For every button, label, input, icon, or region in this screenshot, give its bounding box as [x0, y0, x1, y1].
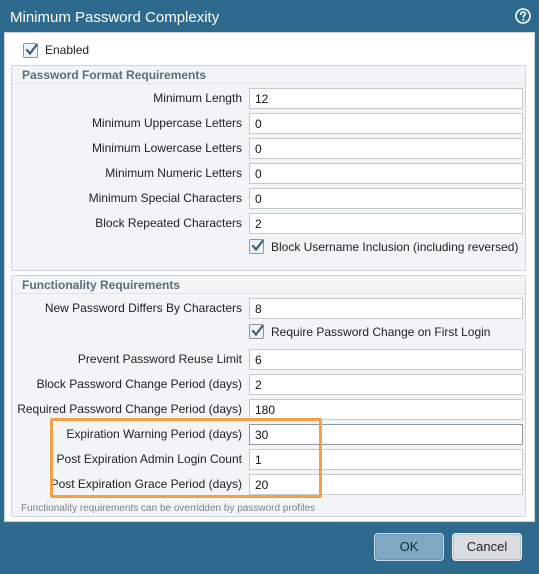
password-format-group — [11, 65, 526, 271]
post-exp-grace-label: Post Expiration Grace Period (days) — [50, 477, 242, 491]
dialog-content — [4, 32, 535, 522]
functionality-footnote: Functionality requirements can be overridden by password profiles — [21, 503, 316, 514]
password-format-title: Password Format Requirements — [22, 68, 207, 82]
min-special-input[interactable] — [249, 188, 523, 209]
block-change-period-label: Block Password Change Period (days) — [36, 377, 242, 391]
post-exp-login-count-label: Post Expiration Admin Login Count — [56, 452, 242, 466]
dialog-titlebar — [0, 0, 539, 34]
ok-button[interactable]: OK — [374, 533, 444, 561]
reuse-limit-label: Prevent Password Reuse Limit — [77, 352, 242, 366]
min-special-label: Minimum Special Characters — [88, 191, 242, 205]
help-icon[interactable] — [515, 8, 531, 24]
block-username-label: Block Username Inclusion (including reversed) — [271, 239, 519, 254]
block-username-row[interactable] — [249, 239, 518, 254]
expiration-warning-label: Expiration Warning Period (days) — [66, 427, 242, 441]
enabled-label: Enabled — [45, 43, 90, 57]
min-lowercase-label: Minimum Lowercase Letters — [91, 141, 242, 155]
required-change-period-input[interactable] — [249, 399, 523, 420]
min-uppercase-label: Minimum Uppercase Letters — [91, 116, 242, 130]
require-change-checkbox[interactable] — [249, 324, 264, 339]
expiration-warning-input[interactable] — [249, 424, 523, 445]
min-length-input[interactable] — [249, 88, 523, 109]
post-exp-login-count-input[interactable] — [249, 449, 523, 470]
block-repeated-label: Block Repeated Characters — [95, 216, 242, 230]
min-numeric-label: Minimum Numeric Letters — [105, 166, 242, 180]
differs-by-input[interactable] — [249, 298, 523, 319]
functionality-group — [11, 275, 526, 517]
differs-by-label: New Password Differs By Characters — [44, 301, 242, 315]
functionality-title: Functionality Requirements — [22, 278, 181, 292]
enabled-checkbox[interactable] — [23, 43, 38, 58]
reuse-limit-input[interactable] — [249, 349, 523, 370]
require-change-label: Require Password Change on First Login — [271, 324, 491, 339]
min-length-label: Minimum Length — [153, 91, 242, 105]
min-numeric-input[interactable] — [249, 163, 523, 184]
group-divider — [12, 83, 525, 84]
min-lowercase-input[interactable] — [249, 138, 523, 159]
post-exp-grace-input[interactable] — [249, 474, 523, 495]
group-divider — [12, 293, 525, 294]
block-repeated-input[interactable] — [249, 213, 523, 234]
min-uppercase-input[interactable] — [249, 113, 523, 134]
required-change-period-label: Required Password Change Period (days) — [17, 402, 242, 416]
enabled-row[interactable] — [23, 41, 89, 59]
cancel-button[interactable]: Cancel — [452, 533, 522, 561]
require-change-row[interactable] — [249, 324, 490, 339]
block-change-period-input[interactable] — [249, 374, 523, 395]
block-username-checkbox[interactable] — [249, 239, 264, 254]
dialog-title: Minimum Password Complexity — [10, 9, 220, 26]
